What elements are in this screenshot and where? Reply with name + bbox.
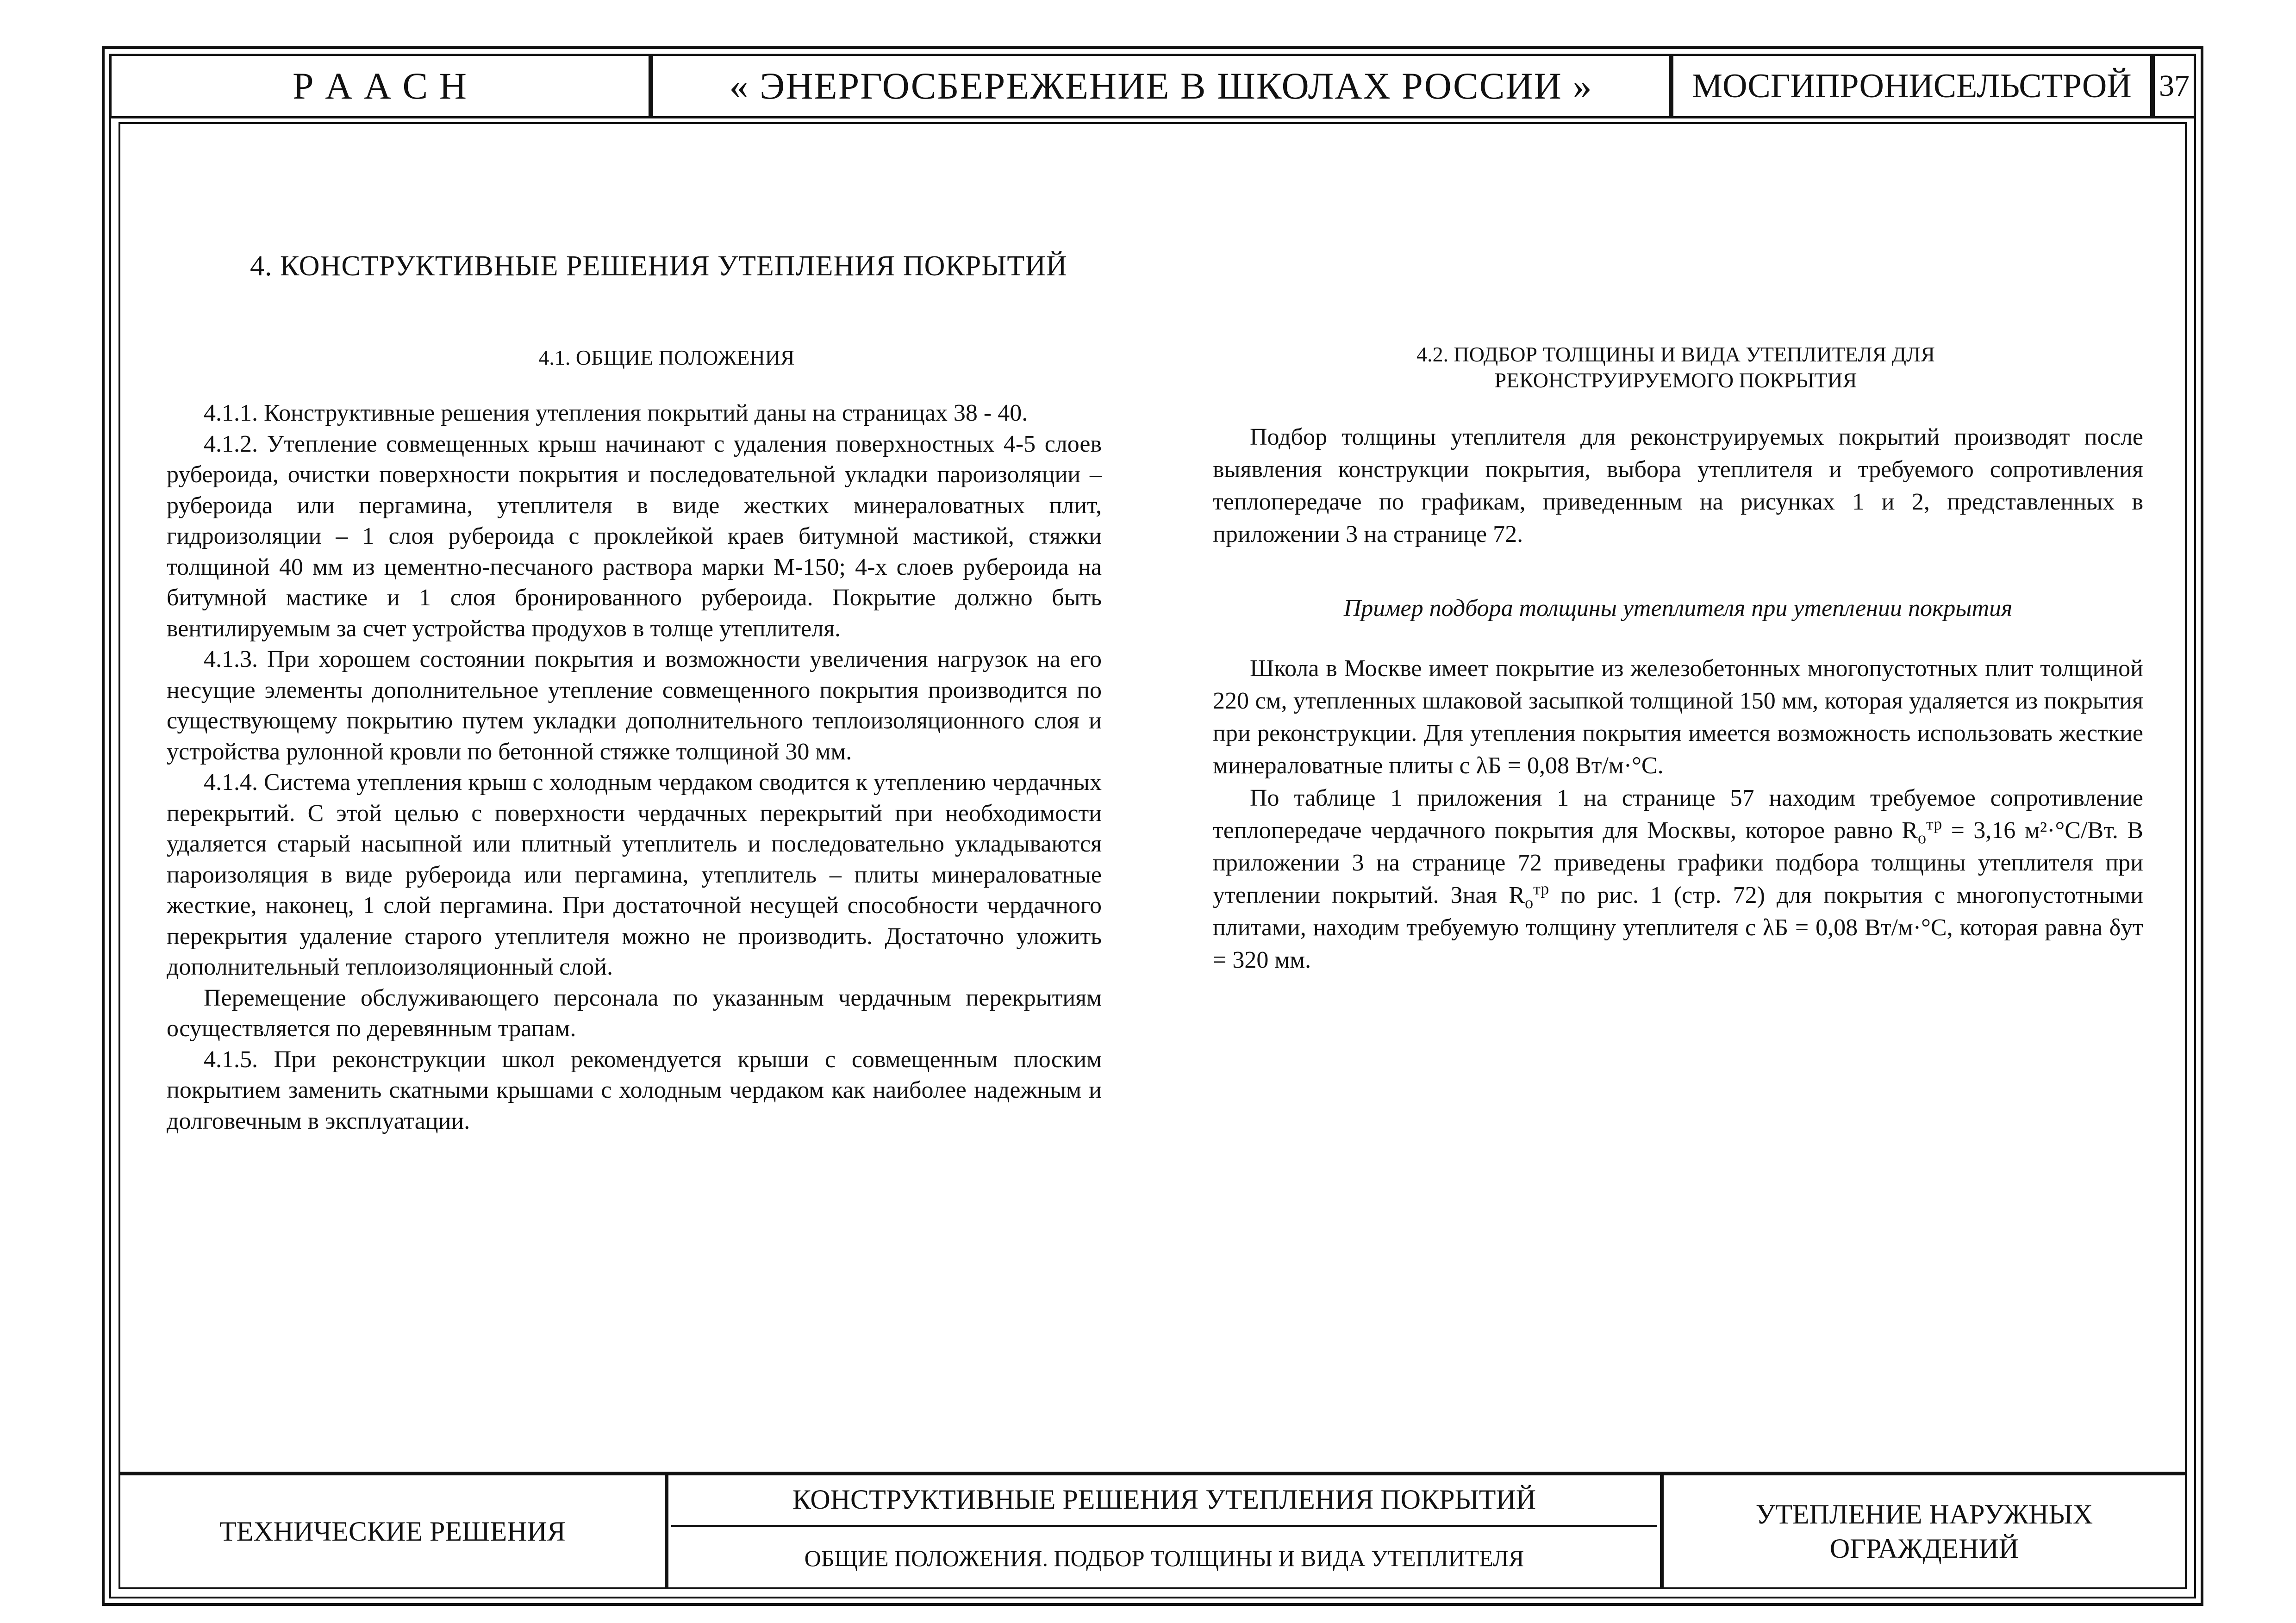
footer-section-name: ТЕХНИЧЕСКИЕ РЕШЕНИЯ — [219, 1516, 566, 1547]
main-title: 4. КОНСТРУКТИВНЫЕ РЕШЕНИЯ УТЕПЛЕНИЯ ПОКРЫТИЙ — [250, 250, 1067, 282]
paragraph-4-1-4: 4.1.4. Система утепления крыш с холодным чердаком сводится к утеплению чердачных перекрытий. С этой целью с поверхности чердачных перекрытий при необходимости удаляется старый насыпной или плитный утеплитель и последовательно укладываются пароизоляция в виде рубероида или пергамина, утеплитель – плиты минераловатные жесткие, наконец, 1 слой пергамина. При достаточной несущей способности чердачного перекрытия удаление старого утеплителя можно не производить. Достаточно уложить дополнительный теплоизоляционный слой. — [167, 769, 1102, 980]
footer-chapter-line2: ОГРАЖДЕНИЙ — [1829, 1533, 2019, 1564]
footer-subtopic: ОБЩИЕ ПОЛОЖЕНИЯ. ПОДБОР ТОЛЩИНЫ И ВИДА УТЕПЛИТЕЛЯ — [804, 1545, 1524, 1571]
paragraph-4-1-1: 4.1.1. Конструктивные решения утепления покрытий даны на страницах 38 - 40. — [204, 400, 1028, 426]
example-paragraph-1: Школа в Москве имеет покрытие из железобетонных многопустотных плит толщиной 220 см, утепленных шлаковой засыпкой толщиной 150 мм, которая удаляется из покрытия при реконструкции. Для утепления покрытия имеется возможность использовать жесткие минераловатные плиты с λБ = 0,08 Вт/м·°С. — [1213, 655, 2143, 779]
section-4-2-heading-line2: РЕКОНСТРУИРУЕМОГО ПОКРЫТИЯ — [1494, 368, 1857, 392]
paragraph-4-1-2: 4.1.2. Утепление совмещенных крыш начинают с удаления поверхностных 4-5 слоев рубероида, очистки поверхности покрытия и последовательной укладки пароизоляции – рубероида или пергамина, утеплителя в виде жестких минераловатных плит, гидроизоляции – 1 слоя рубероида с проклейкой краев битумной мастикой, стяжки толщиной 40 мм из цементно-песчаного раствора марки М-150; 4-х слоев рубероида на битумной мастике и 1 слоя бронированного рубероида. Покрытие должно быть вентилируемым за счет устройства продухов в толще утеплителя. — [167, 430, 1102, 642]
superscript-tr-2: тр — [1533, 879, 1549, 898]
left-column — [167, 398, 1102, 1137]
paragraph-4-1-3: 4.1.3. При хорошем состоянии покрытия и возможности увеличения нагрузок на его несущие элементы дополнительное утепление совмещенного покрытия производится по существующему покрытию путем укладки дополнительного теплоизоляционного слоя и устройства рулонной кровли по бетонной стяжке толщиной 30 мм. — [167, 646, 1102, 765]
example-paragraph-2 — [1213, 782, 2143, 976]
footer-chapter — [1662, 1474, 2187, 1589]
header-org: Р А А С Н — [293, 65, 468, 107]
section-4-1-heading: 4.1. ОБЩИЕ ПОЛОЖЕНИЯ — [538, 346, 795, 369]
right-column — [1213, 421, 2143, 976]
section-4-2-heading-line1: 4.2. ПОДБОР ТОЛЩИНЫ И ВИДА УТЕПЛИТЕЛЯ ДЛЯ — [1416, 342, 1935, 366]
header-company: МОСГИПРОНИСЕЛЬСТРОЙ — [1692, 67, 2132, 105]
footer-topic: КОНСТРУКТИВНЫЕ РЕШЕНИЯ УТЕПЛЕНИЯ ПОКРЫТИЙ — [792, 1484, 1536, 1515]
footer-chapter-line1: УТЕПЛЕНИЕ НАРУЖНЫХ — [1755, 1499, 2093, 1530]
example-title: Пример подбора толщины утеплителя при утеплении покрытия — [1343, 595, 2013, 622]
subscript-o: o — [1918, 828, 1927, 847]
subscript-o-2: o — [1525, 893, 1534, 912]
paragraph-personnel: Перемещение обслуживающего персонала по указанным чердачным перекрытиям осуществляется по деревянным трапам. — [167, 984, 1102, 1042]
example-p2-part-a: По таблице 1 приложения 1 на странице 57 находим требуемое сопротивление теплопередаче чердачного покрытия для Москвы, которое равно R — [1213, 785, 2143, 844]
example-p2-part-c: по рис. 1 (стр. 72) для покрытия с многопустотными плитами, находим требуемую толщину утеплителя с λБ = 0,08 Вт/м·°С, которая равна δут = 320 мм. — [1213, 882, 2144, 973]
section-4-2-heading — [1213, 342, 2139, 393]
page-number: 37 — [2159, 69, 2190, 103]
paragraph-4-2-intro: Подбор толщины утеплителя для реконструируемых покрытий производят после выявления конструкции покрытия, выбора утеплителя и требуемого сопротивления теплопередаче по графикам, приведенным на рисунках 1 и 2, представленных в приложении 3 на странице 72. — [1213, 424, 2143, 547]
superscript-tr: тр — [1926, 815, 1942, 833]
paragraph-4-1-5: 4.1.5. При реконструкции школ рекомендуется крыши с совмещенным плоским покрытием заменить скатными крышами с холодным чердаком как наиболее надежным и долговечным в эксплуатации. — [167, 1046, 1102, 1134]
header-title: « ЭНЕРГОСБЕРЕЖЕНИЕ В ШКОЛАХ РОССИИ » — [729, 65, 1593, 107]
example-p2-part-b: = 3,16 м²·°С/Вт. В приложении 3 на странице 72 приведены графики подбора толщины утеплителя при утеплении покрытий. Зная R — [1213, 817, 2143, 908]
